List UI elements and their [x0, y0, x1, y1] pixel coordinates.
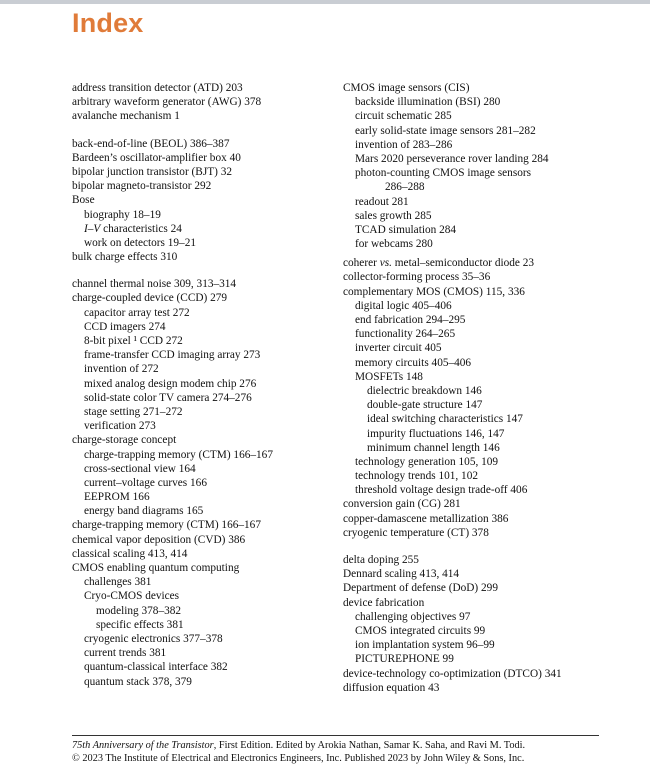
- index-subentry: circuit schematic 285: [343, 109, 608, 123]
- letter-group-gap: [72, 124, 327, 137]
- index-subentry: work on detectors 19–21: [72, 236, 327, 250]
- index-subentry: impurity fluctuations 146, 147: [343, 427, 608, 441]
- index-subentry: inverter circuit 405: [343, 341, 608, 355]
- index-subentry: Cryo-CMOS devices: [72, 589, 327, 603]
- index-subentry: technology generation 105, 109: [343, 455, 608, 469]
- index-subentry: cryogenic electronics 377–378: [72, 632, 327, 646]
- index-subentry: EEPROM 166: [72, 490, 327, 504]
- index-subentry: capacitor array test 272: [72, 306, 327, 320]
- index-entry: bipolar magneto-transistor 292: [72, 179, 327, 193]
- index-entry: collector-forming process 35–36: [343, 270, 608, 284]
- index-column-right: [343, 81, 608, 695]
- top-rule: [0, 0, 650, 4]
- index-subentry: double-gate structure 147: [343, 398, 608, 412]
- index-subentry: frame-transfer CCD imaging array 273: [72, 348, 327, 362]
- index-entry: diffusion equation 43: [343, 681, 608, 695]
- index-subentry: readout 281: [343, 195, 608, 209]
- index-subentry: I–V characteristics 24: [72, 222, 327, 236]
- index-entry: bipolar junction transistor (BJT) 32: [72, 165, 327, 179]
- index-subentry: for webcams 280: [343, 237, 608, 251]
- index-subentry: invention of 272: [72, 362, 327, 376]
- footer-line-2: © 2023 The Institute of Electrical and Electronics Engineers, Inc. Published 2023 by John Wiley & Sons, Inc.: [72, 753, 525, 765]
- index-entry: chemical vapor deposition (CVD) 386: [72, 533, 327, 547]
- index-subentry: modeling 378–382: [72, 604, 327, 618]
- index-subentry: current trends 381: [72, 646, 327, 660]
- index-subentry: memory circuits 405–406: [343, 356, 608, 370]
- index-entry: copper-damascene metallization 386: [343, 512, 608, 526]
- index-subentry: quantum-classical interface 382: [72, 660, 327, 674]
- index-subentry: dielectric breakdown 146: [343, 384, 608, 398]
- index-subentry: 286–288: [343, 180, 608, 194]
- footer: [72, 740, 525, 765]
- index-entry: channel thermal noise 309, 313–314: [72, 277, 327, 291]
- index-subentry: MOSFETs 148: [343, 370, 608, 384]
- index-subentry: mixed analog design modem chip 276: [72, 377, 327, 391]
- index-subentry: cross-sectional view 164: [72, 462, 327, 476]
- index-subentry: sales growth 285: [343, 209, 608, 223]
- index-subentry: CCD imagers 274: [72, 320, 327, 334]
- index-entry: charge-storage concept: [72, 433, 327, 447]
- index-entry: conversion gain (CG) 281: [343, 497, 608, 511]
- index-entry: CMOS image sensors (CIS): [343, 81, 608, 95]
- index-subentry: challenging objectives 97: [343, 610, 608, 624]
- index-entry: avalanche mechanism 1: [72, 109, 327, 123]
- index-entry: complementary MOS (CMOS) 115, 336: [343, 285, 608, 299]
- index-subentry: threshold voltage design trade-off 406: [343, 483, 608, 497]
- index-entry: classical scaling 413, 414: [72, 547, 327, 561]
- index-subentry: digital logic 405–406: [343, 299, 608, 313]
- page-title: Index: [72, 8, 144, 39]
- index-subentry: biography 18–19: [72, 208, 327, 222]
- letter-group-gap: [72, 264, 327, 277]
- index-subentry: photon-counting CMOS image sensors: [343, 166, 608, 180]
- index-subentry: energy band diagrams 165: [72, 504, 327, 518]
- index-subentry: current–voltage curves 166: [72, 476, 327, 490]
- index-subentry: early solid-state image sensors 281–282: [343, 124, 608, 138]
- index-entry: back-end-of-line (BEOL) 386–387: [72, 137, 327, 151]
- index-entry: CMOS enabling quantum computing: [72, 561, 327, 575]
- index-subentry: functionality 264–265: [343, 327, 608, 341]
- index-subentry: PICTUREPHONE 99: [343, 652, 608, 666]
- footer-line-1: [72, 740, 525, 753]
- book-title: 75th Anniversary of the Transistor: [72, 740, 214, 751]
- index-subentry: stage setting 271–272: [72, 405, 327, 419]
- index-entry: device fabrication: [343, 596, 608, 610]
- index-subentry: CMOS integrated circuits 99: [343, 624, 608, 638]
- index-subentry: invention of 283–286: [343, 138, 608, 152]
- edition-editors: , First Edition. Edited by Arokia Nathan, Samar K. Saha, and Ravi M. Todi.: [214, 740, 525, 751]
- index-entry: delta doping 255: [343, 553, 608, 567]
- index-subentry: quantum stack 378, 379: [72, 675, 327, 689]
- index-entry: bulk charge effects 310: [72, 250, 327, 264]
- index-subentry: TCAD simulation 284: [343, 223, 608, 237]
- index-entry: charge-coupled device (CCD) 279: [72, 291, 327, 305]
- index-subentry: solid-state color TV camera 274–276: [72, 391, 327, 405]
- index-subentry: verification 273: [72, 419, 327, 433]
- index-entry: arbitrary waveform generator (AWG) 378: [72, 95, 327, 109]
- index-entry: Bose: [72, 193, 327, 207]
- index-entry: charge-trapping memory (CTM) 166–167: [72, 518, 327, 532]
- index-subentry: Mars 2020 perseverance rover landing 284: [343, 152, 608, 166]
- index-subentry: specific effects 381: [72, 618, 327, 632]
- index-column-left: [72, 81, 327, 689]
- index-subentry: ideal switching characteristics 147: [343, 412, 608, 426]
- index-subentry: challenges 381: [72, 575, 327, 589]
- index-entry: Bardeen’s oscillator-amplifier box 40: [72, 151, 327, 165]
- index-subentry: 8-bit pixel ¹ CCD 272: [72, 334, 327, 348]
- footer-rule: [72, 735, 599, 736]
- index-subentry: end fabrication 294–295: [343, 313, 608, 327]
- index-entry: address transition detector (ATD) 203: [72, 81, 327, 95]
- index-entry: Dennard scaling 413, 414: [343, 567, 608, 581]
- index-subentry: ion implantation system 96–99: [343, 638, 608, 652]
- index-entry: device-technology co-optimization (DTCO) 341: [343, 667, 608, 681]
- index-subentry: charge-trapping memory (CTM) 166–167: [72, 448, 327, 462]
- index-subentry: backside illumination (BSI) 280: [343, 95, 608, 109]
- index-entry: coherer vs. metal–semiconductor diode 23: [343, 256, 608, 270]
- index-subentry: technology trends 101, 102: [343, 469, 608, 483]
- letter-group-gap: [343, 540, 608, 553]
- index-entry: Department of defense (DoD) 299: [343, 581, 608, 595]
- index-entry: cryogenic temperature (CT) 378: [343, 526, 608, 540]
- index-subentry: minimum channel length 146: [343, 441, 608, 455]
